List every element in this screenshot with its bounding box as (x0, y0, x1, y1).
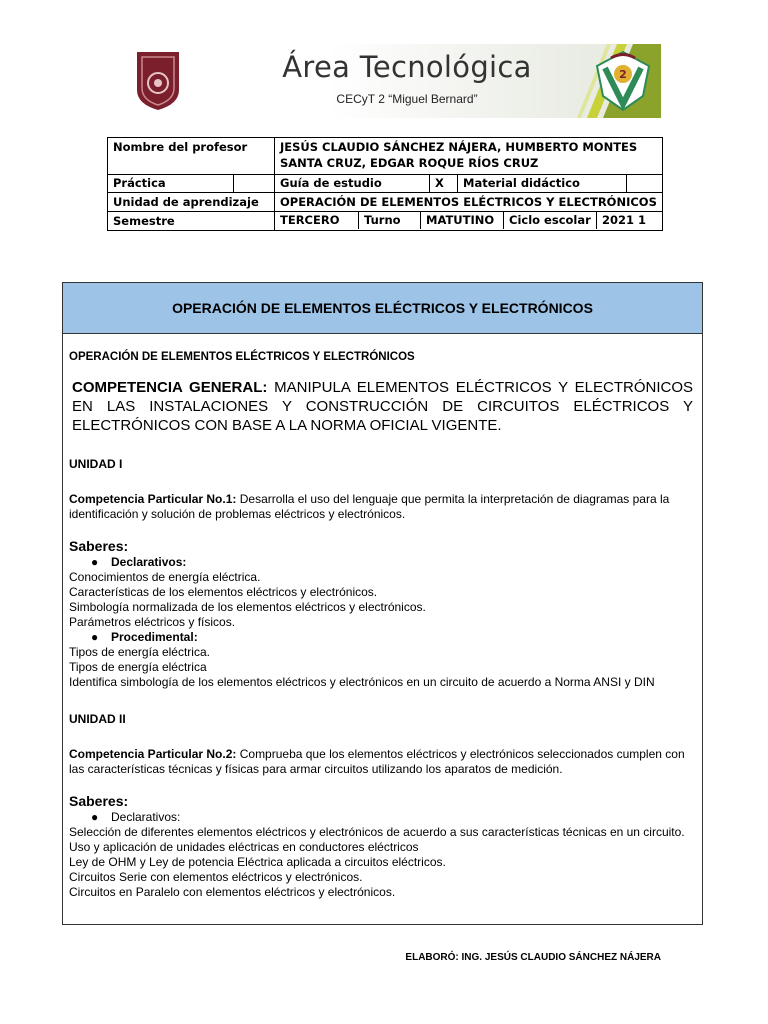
bullet-icon: ● (91, 810, 99, 824)
ciclo-value: 2021 1 (602, 213, 647, 227)
ciclo-label: Ciclo escolar (504, 212, 597, 229)
turno-label: Turno (359, 212, 421, 229)
metadata-table (107, 137, 663, 231)
cp1-text: Desarrolla el uso del lenguaje que permita la interpretación de diagramas para la identificación y solución de problemas eléctricos y electrónicos. (69, 492, 670, 521)
declarativos-1-bullet: ● Declarativos: (91, 555, 187, 569)
list-item: Conocimientos de energía eléctrica. (69, 570, 261, 584)
guia-mark: X (430, 175, 458, 192)
list-item: Ley de OHM y Ley de potencia Eléctrica aplicada a circuitos eléctricos. (69, 855, 446, 869)
list-item: Tipos de energía eléctrica. (69, 645, 210, 659)
bullet-icon: ● (91, 555, 99, 569)
elaboro-signature: ELABORÓ: ING. JESÚS CLAUDIO SÁNCHEZ NÁJERA (405, 952, 661, 963)
list-item: Identifica simbología de los elementos eléctricos y electrónicos en un circuito de acuerdo a Norma ANSI y DIN (69, 675, 655, 689)
ipn-logo (133, 50, 183, 112)
svg-text:2: 2 (619, 68, 627, 81)
semestre-value: TERCERO (275, 212, 359, 229)
declarativos-2-bullet: ● Declarativos: (91, 810, 181, 824)
saberes-2-heading: Saberes: (69, 793, 129, 809)
table-row (108, 212, 663, 231)
saberes-1-heading: Saberes: (69, 538, 129, 554)
unidad-1-title: UNIDAD I (69, 457, 123, 471)
list-item: Uso y aplicación de unidades eléctricas en conductores eléctricos (69, 840, 419, 854)
profesor-value: JESÚS CLAUDIO SÁNCHEZ NÁJERA, HUMBERTO MONTES SANTA CRUZ, EDGAR ROQUE RÍOS CRUZ (275, 138, 663, 175)
list-item: Circuitos Serie con elementos eléctricos y electrónicos. (69, 870, 363, 884)
cp2-text: Comprueba que los elementos eléctricos y electrónicos seleccionados cumplen con las características técnicas y físicas para armar circuitos utilizando los aparatos de medición. (69, 747, 685, 776)
cecyt-crest-icon (593, 48, 653, 114)
guia-label: Guía de estudio (275, 175, 430, 192)
profesor-label: Nombre del profesor (108, 138, 275, 175)
semestre-label: Semestre (108, 212, 275, 231)
content-box (62, 282, 703, 925)
procedimental-1-bullet: ● Procedimental: (91, 630, 198, 644)
turno-value: MATUTINO (421, 212, 504, 229)
box-subtitle: OPERACIÓN DE ELEMENTOS ELÉCTRICOS Y ELECTRÓNICOS (69, 351, 415, 363)
list-item: Simbología normalizada de los elementos eléctricos y electrónicos. (69, 600, 426, 614)
list-item: Circuitos en Paralelo con elementos eléctricos y electrónicos. (69, 885, 396, 899)
competencia-text: MANIPULA ELEMENTOS ELÉCTRICOS Y ELECTRÓNICOS EN LAS INSTALACIONES Y CONSTRUCCIÓN DE CIRCUITOS ELÉCTRICOS Y ELECTRÓNICOS CON BASE A LA NORMA OFICIAL VIGENTE. (72, 379, 693, 434)
banner-subtitle: CECyT 2 “Miguel Bernard” (336, 92, 478, 106)
list-item: Características de los elementos eléctricos y electrónicos. (69, 585, 378, 599)
unidad-label: Unidad de aprendizaje (108, 193, 275, 212)
list-item: Selección de diferentes elementos eléctricos y electrónicos de acuerdo a sus características técnicas en un circuito. (69, 825, 685, 839)
competencia-label: COMPETENCIA GENERAL: (72, 379, 268, 396)
table-row (108, 193, 663, 212)
competencia-general (69, 378, 696, 435)
box-header: OPERACIÓN DE ELEMENTOS ELÉCTRICOS Y ELECTRÓNICOS (63, 283, 702, 334)
practica-label: Práctica (108, 175, 234, 192)
competencia-particular-2 (69, 747, 696, 777)
unidad-value: OPERACIÓN DE ELEMENTOS ELÉCTRICOS Y ELECTRÓNICOS (275, 193, 663, 212)
table-row (108, 175, 663, 193)
material-label: Material didáctico (458, 175, 627, 192)
box-content (63, 350, 702, 900)
list-item: Tipos de energía eléctrica (69, 660, 207, 674)
list-item: Parámetros eléctricos y físicos. (69, 615, 236, 629)
competencia-particular-1 (69, 492, 696, 522)
bullet-icon: ● (91, 630, 99, 644)
cp1-label: Competencia Particular No.1: (69, 492, 237, 506)
unidad-2-title: UNIDAD II (69, 712, 126, 726)
cp2-label: Competencia Particular No.2: (69, 747, 237, 761)
practica-mark (234, 175, 274, 192)
header-banner (107, 44, 661, 118)
banner-title: Área Tecnológica (282, 50, 532, 84)
table-row (108, 138, 663, 175)
